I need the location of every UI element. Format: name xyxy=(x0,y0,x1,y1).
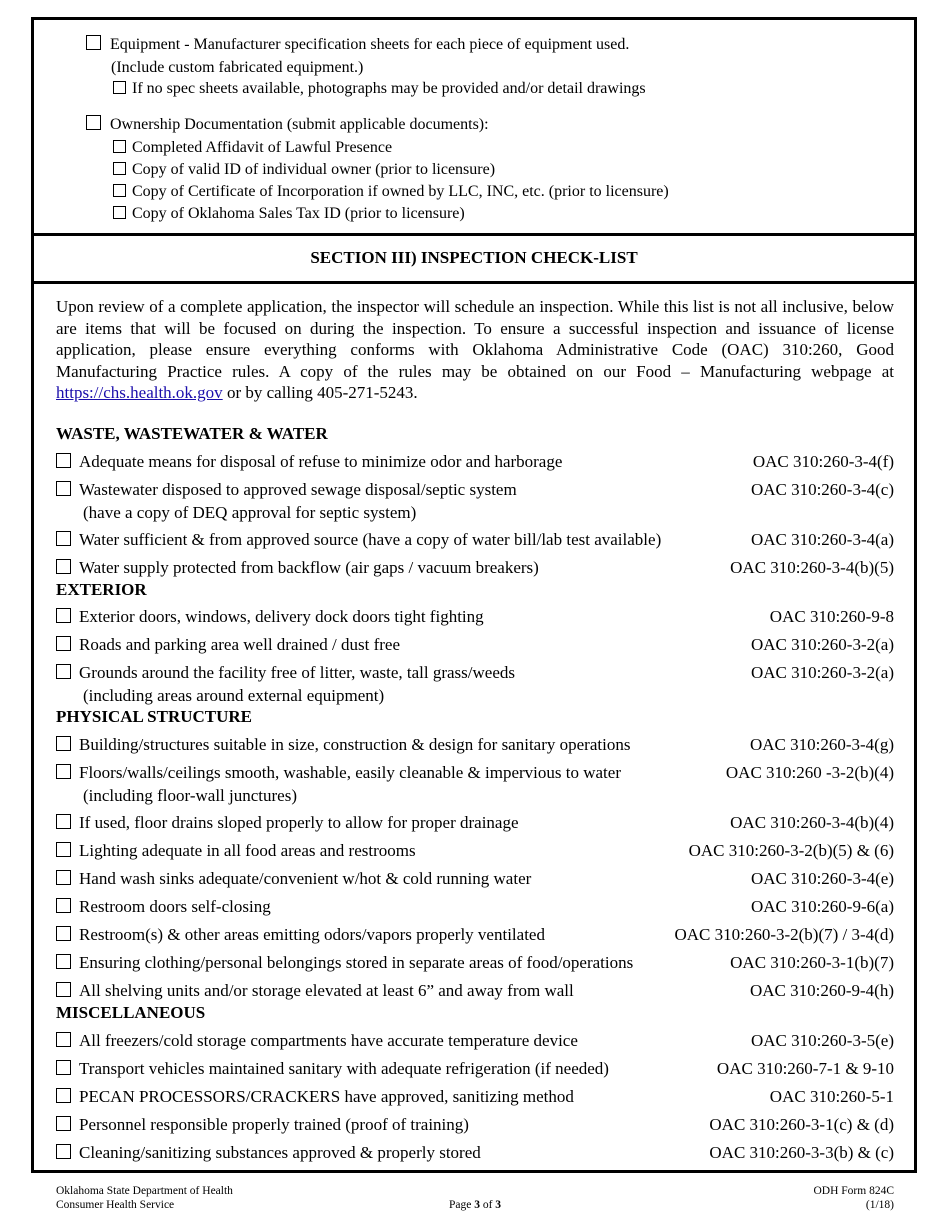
section-divider-top xyxy=(31,233,917,236)
checklist-checkbox[interactable] xyxy=(56,1088,71,1103)
oac-reference: OAC 310:260-3-4(g) xyxy=(749,735,894,754)
sales-tax-label: Copy of Oklahoma Sales Tax ID (prior to licensure) xyxy=(132,205,465,222)
checklist-checkbox[interactable] xyxy=(56,1032,71,1047)
oac-reference: OAC 310:260-3-1(c) & (d) xyxy=(709,1115,894,1134)
footer-org-name: Oklahoma State Department of Health xyxy=(56,1185,233,1197)
category-waste: WASTE, WASTEWATER & WATER xyxy=(56,424,328,443)
intro-phone-text: or by calling 405-271-5243. xyxy=(222,383,418,402)
checklist-checkbox[interactable] xyxy=(56,764,71,779)
form-revision: (1/18) xyxy=(865,1199,894,1211)
checklist-checkbox[interactable] xyxy=(56,982,71,997)
checklist-item xyxy=(56,1029,578,1052)
checklist-item xyxy=(56,867,531,890)
oac-reference: OAC 310:260-9-8 xyxy=(769,607,894,626)
checklist-checkbox[interactable] xyxy=(56,926,71,941)
checklist-item-subtext: (including floor-wall junctures) xyxy=(83,786,297,805)
checklist-checkbox[interactable] xyxy=(56,531,71,546)
checklist-checkbox[interactable] xyxy=(56,608,71,623)
checklist-item-text: Hand wash sinks adequate/convenient w/hot & cold running water xyxy=(79,869,532,888)
checklist-item xyxy=(56,1085,574,1108)
page-prefix: Page xyxy=(448,1199,475,1211)
checklist-item-text: Building/structures suitable in size, construction & design for sanitary operations xyxy=(79,735,631,754)
checklist-item xyxy=(56,450,562,473)
spec-sheets-checkbox[interactable] xyxy=(113,81,126,94)
checklist-checkbox[interactable] xyxy=(56,1144,71,1159)
checklist-checkbox[interactable] xyxy=(56,559,71,574)
oac-reference: OAC 310:260-3-3(b) & (c) xyxy=(709,1143,894,1162)
equipment-line2: (Include custom fabricated equipment.) xyxy=(111,59,364,76)
checklist-checkbox[interactable] xyxy=(56,453,71,468)
ownership-sub-item xyxy=(113,203,465,225)
ownership-sub-item xyxy=(113,181,669,203)
checklist-item-text: Lighting adequate in all food areas and restrooms xyxy=(79,841,416,860)
incorporation-label: Copy of Certificate of Incorporation if owned by LLC, INC, etc. (prior to licensure) xyxy=(132,183,669,200)
checklist-checkbox[interactable] xyxy=(56,636,71,651)
checklist-item-text: Exterior doors, windows, delivery dock doors tight fighting xyxy=(79,607,484,626)
checklist-item xyxy=(56,839,416,862)
checklist-item-text: Water supply protected from backflow (air gaps / vacuum breakers) xyxy=(79,558,539,577)
ownership-label: Ownership Documentation (submit applicable documents): xyxy=(110,116,489,133)
affidavit-checkbox[interactable] xyxy=(113,140,126,153)
footer-service: Consumer Health Service xyxy=(56,1199,175,1211)
checklist-item xyxy=(56,1141,481,1164)
ownership-item xyxy=(86,114,489,136)
oac-reference: OAC 310:260-3-4(f) xyxy=(752,452,894,471)
checklist-item-subtext: (have a copy of DEQ approval for septic system) xyxy=(83,503,417,522)
checklist-checkbox[interactable] xyxy=(56,1060,71,1075)
checklist-item xyxy=(56,1057,609,1080)
intro-paragraph xyxy=(56,296,894,404)
category-misc: MISCELLANEOUS xyxy=(56,1003,206,1022)
affidavit-label: Completed Affidavit of Lawful Presence xyxy=(132,139,393,156)
checklist-item xyxy=(56,661,515,684)
oac-reference: OAC 310:260-3-1(b)(7) xyxy=(730,953,894,972)
checklist-checkbox[interactable] xyxy=(56,870,71,885)
checklist-item xyxy=(56,923,545,946)
equipment-label: Equipment - Manufacturer specification sheets for each piece of equipment used. xyxy=(110,36,630,53)
ownership-checkbox[interactable] xyxy=(86,115,101,130)
checklist-item xyxy=(56,951,633,974)
equipment-item xyxy=(86,34,629,56)
category-exterior: EXTERIOR xyxy=(56,580,147,599)
checklist-checkbox[interactable] xyxy=(56,664,71,679)
page-number xyxy=(0,1198,950,1212)
checklist-item-text: Ensuring clothing/personal belongings stored in separate areas of food/operations xyxy=(79,953,634,972)
spec-sheets-label: If no spec sheets available, photographs may be provided and/or detail drawings xyxy=(132,80,646,97)
checklist-item-text: Grounds around the facility free of litter, waste, tall grass/weeds xyxy=(79,663,515,682)
oac-reference: OAC 310:260-9-6(a) xyxy=(750,897,894,916)
checklist-item-text: Roads and parking area well drained / dust free xyxy=(79,635,400,654)
equipment-sub-item xyxy=(113,78,646,100)
oac-reference: OAC 310:260-9-4(h) xyxy=(749,981,894,1000)
oac-reference: OAC 310:260-3-2(b)(7) / 3-4(d) xyxy=(674,925,894,944)
oac-reference: OAC 310:260-5-1 xyxy=(769,1087,894,1106)
category-physical: PHYSICAL STRUCTURE xyxy=(56,707,253,726)
checklist-item xyxy=(56,528,661,551)
checklist-item-text: All shelving units and/or storage elevated at least 6” and away from wall xyxy=(79,981,574,1000)
checklist-item xyxy=(56,895,271,918)
oac-reference: OAC 310:260-3-2(a) xyxy=(750,663,894,682)
checklist-item-text: Transport vehicles maintained sanitary with adequate refrigeration (if needed) xyxy=(79,1059,609,1078)
checklist-item-text: Adequate means for disposal of refuse to minimize odor and harborage xyxy=(79,452,563,471)
oac-reference: OAC 310:260-3-4(b)(4) xyxy=(730,813,894,832)
page-total: 3 xyxy=(495,1199,502,1211)
ownership-sub-item xyxy=(113,137,392,159)
checklist-item xyxy=(56,605,484,628)
section-divider-bottom xyxy=(31,281,917,284)
checklist-item xyxy=(56,556,539,579)
checklist-item xyxy=(56,633,400,656)
checklist-item-subtext: (including areas around external equipment) xyxy=(83,686,385,705)
form-number: ODH Form 824C xyxy=(813,1185,894,1197)
checklist-item xyxy=(56,761,621,784)
oac-reference: OAC 310:260 -3-2(b)(4) xyxy=(725,763,894,782)
checklist-checkbox[interactable] xyxy=(56,814,71,829)
incorporation-checkbox[interactable] xyxy=(113,184,126,197)
checklist-item-text: Restroom doors self-closing xyxy=(79,897,271,916)
ownership-sub-item xyxy=(113,159,495,181)
checklist-checkbox[interactable] xyxy=(56,954,71,969)
checklist-item xyxy=(56,811,519,834)
oac-reference: OAC 310:260-3-4(a) xyxy=(750,530,894,549)
oac-reference: OAC 310:260-3-4(c) xyxy=(750,480,894,499)
oac-reference: OAC 310:260-3-2(a) xyxy=(750,635,894,654)
page-current: 3 xyxy=(474,1199,480,1211)
checklist-item-text: Restroom(s) & other areas emitting odors/vapors properly ventilated xyxy=(79,925,545,944)
page-of: of xyxy=(479,1199,496,1211)
checklist-item-text: Wastewater disposed to approved sewage disposal/septic system xyxy=(79,480,517,499)
checklist-item xyxy=(56,733,630,756)
checklist-item xyxy=(56,478,517,501)
checklist-item-text: PECAN PROCESSORS/CRACKERS have approved, sanitizing method xyxy=(79,1087,574,1106)
oac-reference: OAC 310:260-7-1 & 9-10 xyxy=(716,1059,894,1078)
oac-reference: OAC 310:260-3-2(b)(5) & (6) xyxy=(688,841,894,860)
checklist-checkbox[interactable] xyxy=(56,898,71,913)
website-link[interactable]: https://chs.health.ok.gov xyxy=(56,383,223,402)
section-title: SECTION III) INSPECTION CHECK-LIST xyxy=(310,248,638,267)
checklist-item-text: Floors/walls/ceilings smooth, washable, easily cleanable & impervious to water xyxy=(79,763,621,782)
checklist-checkbox[interactable] xyxy=(56,736,71,751)
footer-form xyxy=(813,1184,894,1212)
checklist-item xyxy=(56,1113,469,1136)
owner-id-checkbox[interactable] xyxy=(113,162,126,175)
oac-reference: OAC 310:260-3-4(e) xyxy=(750,869,894,888)
sales-tax-checkbox[interactable] xyxy=(113,206,126,219)
checklist-item-text: If used, floor drains sloped properly to allow for proper drainage xyxy=(79,813,519,832)
owner-id-label: Copy of valid ID of individual owner (prior to licensure) xyxy=(132,161,496,178)
checklist-checkbox[interactable] xyxy=(56,842,71,857)
oac-reference: OAC 310:260-3-5(e) xyxy=(750,1031,894,1050)
intro-text: Upon review of a complete application, the inspector will schedule an inspection. While this list is not all inclusive, below are items that will be focused on during the inspection. To ensure a successful inspection and issuance of license application, please ensure everything conforms with Oklahoma Administrative Code (OAC) 310:260, Good Manufacturing Practice rules. A copy of the rules may be obtained on our Food – Manufacturing webpage at xyxy=(56,297,894,381)
checklist-item-text: All freezers/cold storage compartments have accurate temperature device xyxy=(79,1031,578,1050)
checklist-item xyxy=(56,979,574,1002)
checklist-item-text: Water sufficient & from approved source (have a copy of water bill/lab test available) xyxy=(79,530,662,549)
checklist-item-text: Personnel responsible properly trained (proof of training) xyxy=(79,1115,469,1134)
equipment-checkbox[interactable] xyxy=(86,35,101,50)
oac-reference: OAC 310:260-3-4(b)(5) xyxy=(730,558,894,577)
checklist-checkbox[interactable] xyxy=(56,1116,71,1131)
checklist-checkbox[interactable] xyxy=(56,481,71,496)
checklist-item-text: Cleaning/sanitizing substances approved & properly stored xyxy=(79,1143,481,1162)
